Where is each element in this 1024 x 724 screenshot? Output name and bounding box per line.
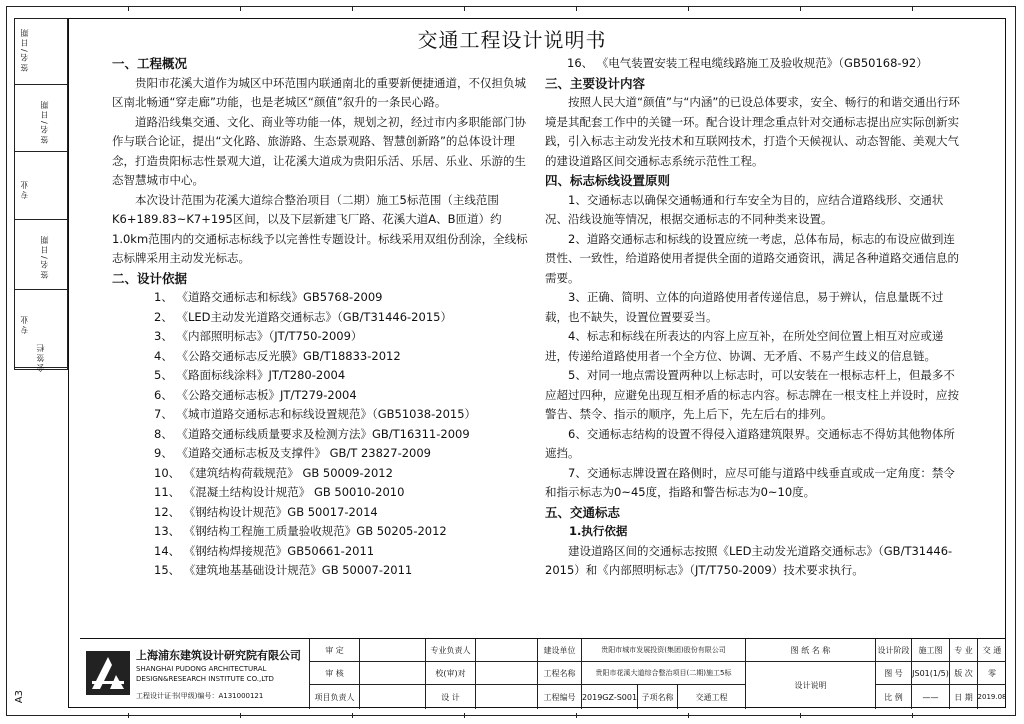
reference-item: 10、 《建筑结构荷载规范》 GB 50009-2012 [154, 465, 393, 480]
value-discipline: 交 通 [978, 639, 1006, 662]
label-project-name: 工程名称 [538, 662, 582, 685]
section-5-para: 建设道路区间的交通标志按照《LED主动发光道路交通标志》（GB/T31446-2015）和《内部照明标志》（JT/T750-2009）技术要求执行。 [545, 543, 953, 577]
reference-item-16: 16、 《电气装置安装工程电缆线路施工及验收规范》（GB50168-92） [567, 56, 928, 70]
ruler-tick [240, 713, 241, 718]
ruler-tick [688, 6, 689, 11]
company-name-en-2: DESIGN&RESEARCH INSTITUTE CO.,LTD [136, 675, 274, 683]
reference-item: 8、 《道路交通标线质量要求及检测方法》GB/T16311-2009 [154, 426, 470, 441]
label-design: 设 计 [426, 685, 476, 709]
section-2-heading: 二、设计依据 [112, 270, 188, 286]
section-3-heading: 三、主要设计内容 [545, 75, 646, 91]
reference-item: 9、 《道路交通标志板及支撑件》 GB/T 23827-2009 [154, 446, 431, 460]
principle-item: 3、正确、简明、立体的向道路使用者传递信息，易于辨认，信息量既不过载，也不缺失，设置位置要妥当。 [545, 290, 944, 324]
left-column [112, 54, 530, 581]
right-column [545, 54, 963, 581]
section-1-heading: 一、工程概况 [112, 56, 188, 71]
label-drawing-name: 图 纸 名 称 [746, 639, 876, 662]
company-name-cn: 上海浦东建筑设计研究院有限公司 [136, 649, 301, 662]
value-shenhe [360, 662, 426, 685]
principle-item: 7、交通标志牌设置在路侧时，应尽可能与道路中线垂直或成一定角度：禁令和指示标志为0~45度，指路和警告标志为0~10度。 [545, 465, 955, 499]
value-subitem: 交通工程 [678, 685, 746, 709]
reference-item: 1、 《道路交通标志和标线》GB5768-2009 [154, 290, 383, 304]
sidebar-sign-date-1b: 签名/日期 [40, 99, 49, 144]
title-block [80, 638, 1006, 708]
value-check [476, 662, 538, 685]
reference-item: 13、 《钢结构工程施工质量验收规范》GB 50205-2012 [154, 524, 447, 538]
value-drawing-number: JS01(1/5) [912, 662, 950, 685]
ruler-tick [128, 6, 129, 11]
section-3-para: 按照人民大道“颜值”与“内涵”的已设总体要求，安全、畅行的和谐交通出行环境是其配套工作中的关键一环。配合设计理念重点针对交通标志提出应实际创新实践，引入标志主动发光技术和互联网技术，打造个天候视认、动态智能、美观大气的建设道路区间交通标志系统示范性工程。 [545, 95, 960, 168]
label-shenhe: 审 核 [310, 662, 360, 685]
reference-item: 12、 《钢结构设计规范》GB 50017-2014 [154, 504, 378, 519]
value-scale: —— [912, 685, 950, 709]
sidebar-countersign-label: 会签栏 [36, 342, 45, 372]
label-check: 校(审)对 [426, 662, 476, 685]
reference-item: 5、 《路面标线涂料》JT/T280-2004 [154, 368, 346, 382]
value-project-name: 贵阳市花溪大道综合整治项目(二期)施工5标 [582, 662, 746, 685]
value-design [476, 685, 538, 709]
ruler-tick [912, 713, 913, 718]
ruler-tick [128, 713, 129, 718]
value-discipline-lead [476, 639, 538, 662]
principle-item: 2、道路交通标志和标线的设置应统一考虑，总体布局，标志的布设应做到连贯性、一致性，给道路使用者提供全面的道路交通资讯，满足各种道路交通信息的需要。 [545, 231, 959, 285]
sidebar-sign-date-2: 签名/日期 [40, 234, 49, 279]
reference-item: 4、 《公路交通标志反光膜》GB/T18833-2012 [154, 348, 401, 363]
section-1-para-2: 道路沿线集交通、文化、商业等功能一体，规划之初，经过市内多职能部门协作与联合论证，提出“文化路、旅游路、生态景观路、智慧创新路”的总体设计理念，打造贵阳标志性景观大道，让花溪大道成为贵阳乐活、乐居、乐业、乐游的生态智慧城市中心。 [112, 114, 526, 187]
company-name-en-1: SHANGHAI PUDONG ARCHITECTURAL [136, 665, 267, 673]
label-project-lead: 项目负责人 [310, 685, 360, 709]
section-4-heading: 四、标志标线设置原则 [545, 173, 671, 188]
reference-item: 2、 《LED主动发光道路交通标志》（GB/T31446-2015） [154, 309, 452, 324]
label-revision: 版 次 [950, 662, 978, 685]
ruler-tick [688, 713, 689, 718]
reference-item: 6、 《公路交通标志板》JT/T279-2004 [154, 387, 357, 402]
reference-item: 11、 《混凝土结构设计规范》 GB 50010-2010 [154, 485, 405, 499]
ruler-tick [352, 713, 353, 718]
value-drawing-name: 设计说明 [746, 662, 876, 709]
ruler-tick [576, 6, 577, 11]
value-shending [360, 639, 426, 662]
label-client: 建设单位 [538, 639, 582, 662]
principle-item: 4、标志和标线在所表达的内容上应互补，在所处空间位置上相互对应或递进，传递给道路使用者一个全方位、协调、无矛盾、不易产生歧义的信息链。 [545, 329, 944, 363]
sheet-size-label: A3 [14, 690, 25, 704]
section-1-para-1: 贵阳市花溪大道作为城区中环范围内联通南北的重要新便捷通道，不仅担负城区南北畅通“穿走廊”功能，也是老城区“颜值”叙升的一条民心路。 [112, 75, 526, 109]
label-discipline-lead: 专业负责人 [426, 639, 476, 662]
label-shending: 审 定 [310, 639, 360, 662]
principle-item: 5、对同一地点需设置两种以上标志时，可以安装在一根标志杆上，但最多不应超过四种，应避免出现互相矛盾的标志内容。标志牌在一根支柱上并设时，应按警告、禁令、指示的顺序，先上后下，先左后右的排列。 [545, 368, 959, 421]
company-logo-block [80, 639, 310, 709]
sidebar-countersign [14, 340, 68, 372]
label-subitem: 子项名称 [638, 685, 678, 709]
reference-item: 14、 《钢结构焊接规范》GB50661-2011 [154, 543, 375, 558]
value-date: 2019.08 [977, 693, 1007, 701]
ruler-tick [464, 6, 465, 11]
sidebar-major-2: 专业 [20, 314, 29, 334]
label-discipline: 专 业 [950, 639, 978, 662]
value-revision: 零 [978, 662, 1006, 685]
design-cert-number: 工程设计证书(甲级)编号：A131000121 [136, 692, 264, 700]
label-scale: 比 例 [876, 685, 912, 709]
ruler-tick [800, 6, 801, 11]
sidebar-signature-block [14, 18, 68, 370]
section-1-para-3: 本次设计范围为花溪大道综合整治项目（二期）施工5标范围（主线范围K6+189.83~K7+195区间，以及下层新建飞厂路、花溪大道A、B匝道）约1.0km范围内的交通标志标线予以完善性专题设计。标线采用双组份刮涂，全线标志标牌采用主动发光标志。 [112, 192, 528, 265]
ruler-tick [464, 713, 465, 718]
ruler-tick [240, 6, 241, 11]
reference-item: 3、 《内部照明标志》（JT/T750-2009） [154, 329, 363, 343]
sidebar-sign-date-1: 签名/日期 [20, 27, 29, 72]
label-date: 日 期 [950, 685, 978, 709]
label-drawing-number: 图 号 [876, 662, 912, 685]
reference-item: 7、 《城市道路交通标志和标线设置规范》（GB51038-2015） [154, 407, 477, 421]
label-design-stage: 设计阶段 [876, 639, 912, 662]
sidebar-major-1: 专业 [20, 179, 29, 199]
ruler-tick [576, 713, 577, 718]
company-logo-icon [86, 651, 130, 695]
value-design-stage: 施工图 [912, 639, 950, 662]
principle-item: 6、交通标志结构的设置不得侵入道路建筑限界。交通标志不得妨其他物体所遮挡。 [545, 426, 955, 460]
label-project-number: 工程编号 [538, 685, 582, 709]
principle-item: 1、交通标志以确保交通畅通和行车安全为目的，应结合道路线形、交通状况、沿线设施等情况，根据交通标志的不同种类来设置。 [545, 192, 944, 226]
value-client: 贵阳市城市发展投资(集团)股份有限公司 [582, 639, 746, 662]
ruler-tick [352, 6, 353, 11]
ruler-tick [800, 713, 801, 718]
section-5-heading: 五、交通标志 [545, 504, 621, 520]
reference-item: 15、 《建筑地基基础设计规范》GB 50007-2011 [154, 563, 413, 577]
value-project-lead [360, 685, 426, 709]
section-5-subheading: 1.执行依据 [569, 524, 628, 538]
ruler-tick [912, 6, 913, 11]
page-title: 交通工程设计说明书 [417, 28, 607, 52]
value-project-number: 2019GZ-S001 [582, 685, 638, 709]
